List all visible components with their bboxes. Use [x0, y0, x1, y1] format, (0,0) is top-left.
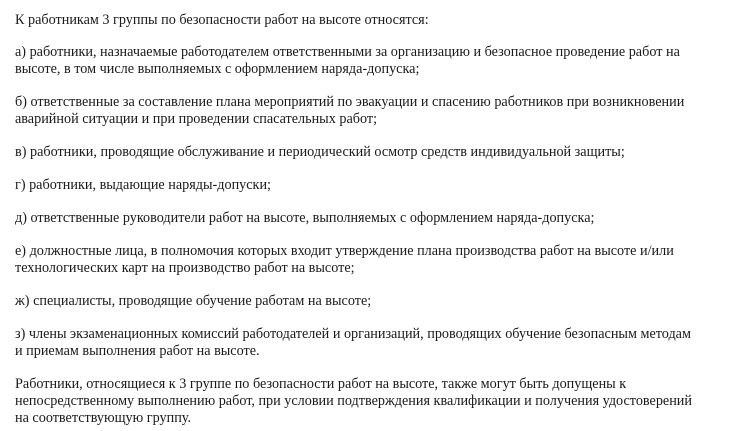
list-item-a-line1: а) работники, назначаемые работодателем ответственными за организацию и безопасное проведение работ на — [15, 44, 680, 60]
list-item-d — [15, 210, 720, 227]
document-body — [15, 12, 720, 427]
outro-line3: на соответствующую группу. — [15, 410, 192, 426]
list-item-zh-line1: ж) специалисты, проводящие обучение работам на высоте; — [15, 293, 372, 309]
list-item-z — [15, 326, 720, 360]
list-item-z-line2: и приемам выполнения работ на высоте. — [15, 343, 260, 359]
list-item-b — [15, 94, 720, 128]
list-item-a-line2: высоте, в том числе выполняемых с оформлением наряда-допуска; — [15, 61, 420, 77]
list-item-e-line1: е) должностные лица, в полномочия которых входит утверждение плана производства работ на высоте и/или — [15, 243, 674, 259]
list-item-e-line2: технологических карт на производство работ на высоте; — [15, 260, 355, 276]
list-item-z-line1: з) члены экзаменационных комиссий работодателей и организаций, проводящих обучение безопасным методам — [15, 326, 691, 342]
list-item-g-line1: г) работники, выдающие наряды-допуски; — [15, 177, 271, 193]
list-item-e — [15, 243, 720, 277]
list-item-a — [15, 44, 720, 78]
list-item-g — [15, 177, 720, 194]
list-item-b-line1: б) ответственные за составление плана мероприятий по эвакуации и спасению работников при возникновении — [15, 94, 685, 110]
intro-paragraph: К работникам 3 группы по безопасности работ на высоте относятся: — [15, 12, 429, 28]
outro-line1: Работники, относящиеся к 3 группе по безопасности работ на высоте, также могут быть допущены к — [15, 376, 627, 392]
outro-paragraph — [15, 376, 720, 427]
list-item-b-line2: аварийной ситуации и при проведении спасательных работ; — [15, 111, 378, 127]
outro-line2: непосредственному выполнению работ, при условии подтверждения квалификации и получения удостоверений — [15, 393, 692, 409]
list-item-v-line1: в) работники, проводящие обслуживание и периодический осмотр средств индивидуальной защиты; — [15, 144, 625, 160]
list-item-d-line1: д) ответственные руководители работ на высоте, выполняемых с оформлением наряда-допуска; — [15, 210, 595, 226]
list-item-v — [15, 144, 720, 161]
list-item-zh — [15, 293, 720, 310]
